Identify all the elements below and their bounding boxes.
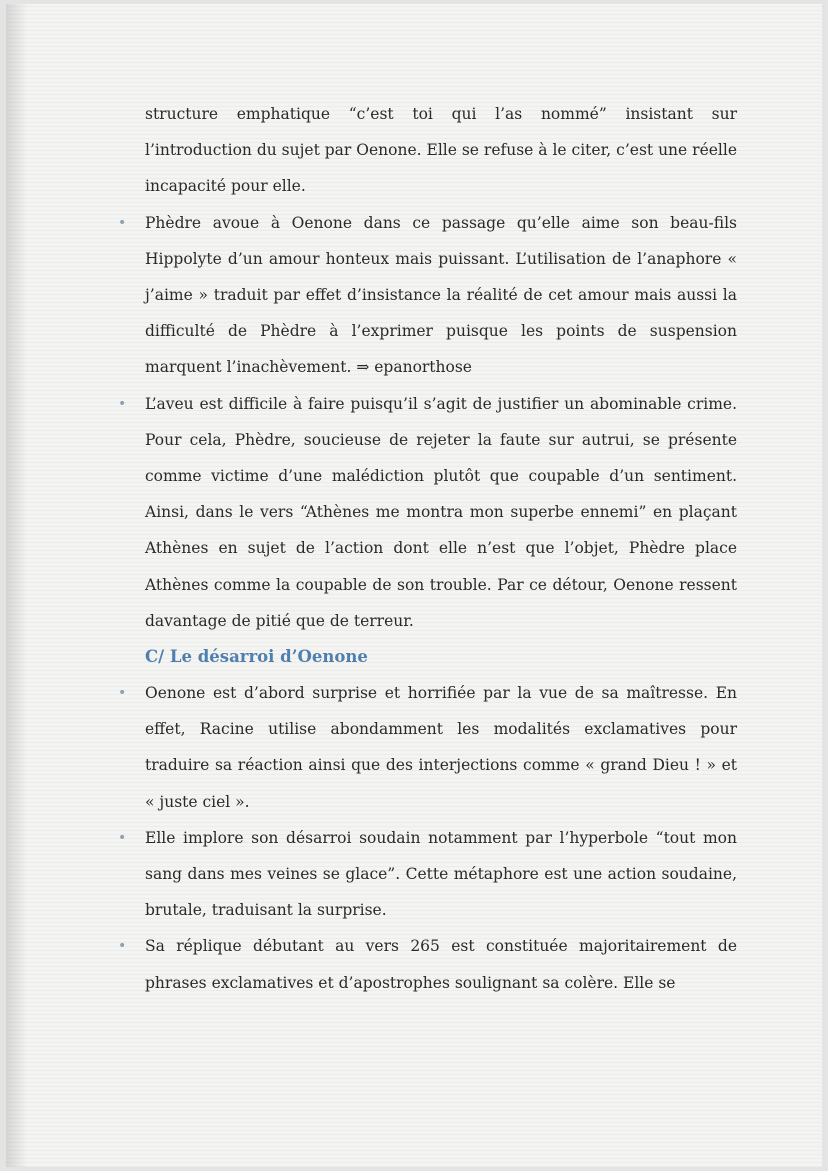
list-item <box>118 675 737 820</box>
list-item-text: Oenone est d’abord surprise et horrifiée par la vue de sa maîtresse. En effet, Racine utilise abondamment les modalités exclamatives pour traduire sa réaction ainsi que des interjections comme « grand Dieu ! » et « juste ciel ». <box>145 684 737 811</box>
list-item-text: Elle implore son désarroi soudain notamment par l’hyperbole “tout mon sang dans mes veines se glace”. Cette métaphore est une action soudaine, brutale, traduisant la surprise. <box>145 828 737 920</box>
bullet-icon: • <box>118 685 127 702</box>
bullet-icon: • <box>118 829 127 846</box>
document-body <box>118 96 737 1001</box>
list-item-text: Sa réplique débutant au vers 265 est constituée majoritairement de phrases exclamatives et d’apostrophes soulignant sa colère. Elle se <box>145 937 737 992</box>
bullet-icon: • <box>118 395 127 412</box>
intro-paragraph: structure emphatique “c’est toi qui l’as nommé” insistant sur l’introduction du sujet par Oenone. Elle se refuse à le citer, c’est une réelle incapacité pour elle. <box>145 105 737 196</box>
list-item <box>118 386 737 639</box>
list-item-text: L’aveu est difficile à faire puisqu’il s’agit de justifier un abominable crime. Pour cela, Phèdre, soucieuse de rejeter la faute sur autrui, se présente comme victime d’une malédiction plutôt que coupable d’un sentiment. Ainsi, dans le vers “Athènes me montra mon superbe ennemi” en plaçant Athènes en sujet de l’action dont elle n’est que l’objet, Phèdre place Athènes comme la coupable de son trouble. Par ce détour, Oenone ressent davantage de pitié que de terreur. <box>145 394 737 630</box>
scanned-page <box>6 4 822 1167</box>
bullet-icon: • <box>118 938 127 955</box>
list-item-text: Phèdre avoue à Oenone dans ce passage qu’elle aime son beau-fils Hippolyte d’un amour honteux mais puissant. L’utilisation de l’anaphore « j’aime » traduit par effet d’insistance la réalité de cet amour mais aussi la difficulté de Phèdre à l’exprimer puisque les points de suspension marquent l’inachèvement. ⇒ epanorthose <box>145 213 737 377</box>
list-item <box>118 205 737 386</box>
bullet-icon: • <box>118 214 127 231</box>
section-heading: C/ Le désarroi d’Oenone <box>145 647 368 667</box>
list-item <box>118 928 737 1000</box>
list-item <box>118 820 737 929</box>
